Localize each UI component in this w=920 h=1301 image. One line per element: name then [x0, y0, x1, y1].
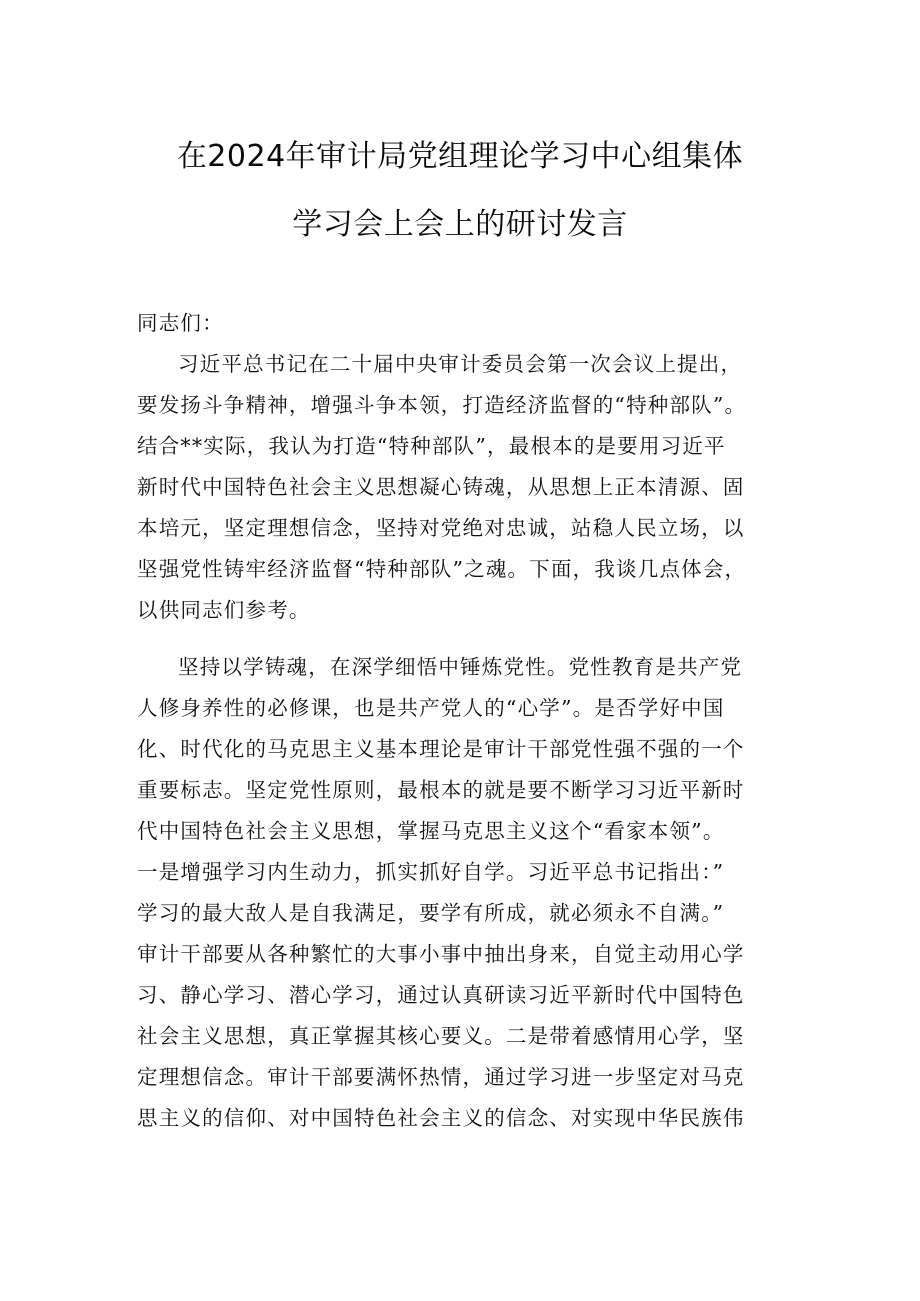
paragraph-line: 坚持以学铸魂，在深学细悟中锤炼党性。党性教育是共产党 [178, 655, 743, 679]
document-title-line-1: 在2024年审计局党组理论学习中心组集体 [176, 139, 744, 174]
paragraph-line: 一是增强学习内生动力，抓实抓好自学。习近平总书记指出：” [137, 860, 725, 884]
paragraph-line: 坚强党性铸牢经济监督“特种部队”之魂。下面，我谈几点体会， [137, 557, 747, 581]
document-title-line-2: 学习会上会上的研讨发言 [292, 207, 628, 242]
salutation [137, 303, 797, 344]
paragraph-line: 化、时代化的马克思主义基本理论是审计干部党性强不强的一个 [137, 737, 745, 761]
paragraph-2 [137, 647, 797, 1139]
paragraph-line: 定理想信念。审计干部要满怀热情，通过学习进一步坚定对马克 [137, 1065, 745, 1089]
paragraph-line: 审计干部要从各种繁忙的大事小事中抽出身来，自觉主动用心学 [137, 942, 745, 966]
paragraph-1 [137, 344, 797, 631]
paragraph-line: 重要标志。坚定党性原则，最根本的就是要不断学习习近平新时 [137, 778, 745, 802]
paragraph-line: 结合**实际，我认为打造“特种部队”，最根本的是要用习近平 [137, 434, 726, 458]
paragraph-line: 代中国特色社会主义思想，掌握马克思主义这个“看家本领”。 [137, 819, 725, 843]
paragraph-line: 学习的最大敌人是自我满足，要学有所成，就必须永不自满。” [137, 901, 725, 925]
paragraph-line: 思主义的信仰、对中国特色社会主义的信念、对实现中华民族伟 [137, 1106, 745, 1130]
paragraph-line: 新时代中国特色社会主义思想凝心铸魂，从思想上正本清源、固 [137, 475, 745, 499]
paragraph-line: 本培元，坚定理想信念，坚持对党绝对忠诚，站稳人民立场，以 [137, 516, 745, 540]
paragraph-line: 人修身养性的必修课，也是共产党人的“心学”。是否学好中国 [137, 696, 725, 720]
paragraph-line: 社会主义思想，真正掌握其核心要义。二是带着感情用心学，坚 [137, 1024, 745, 1048]
paragraph-line: 习近平总书记在二十届中央审计委员会第一次会议上提出， [178, 352, 743, 376]
paragraph-line: 要发扬斗争精神，增强斗争本领，打造经济监督的“特种部队”。 [137, 393, 747, 417]
paragraph-line: 习、静心学习、潜心学习，通过认真研读习近平新时代中国特色 [137, 983, 745, 1007]
salutation-text: 同志们： [137, 311, 224, 335]
paragraph-line: 以供同志们参考。 [137, 598, 311, 622]
